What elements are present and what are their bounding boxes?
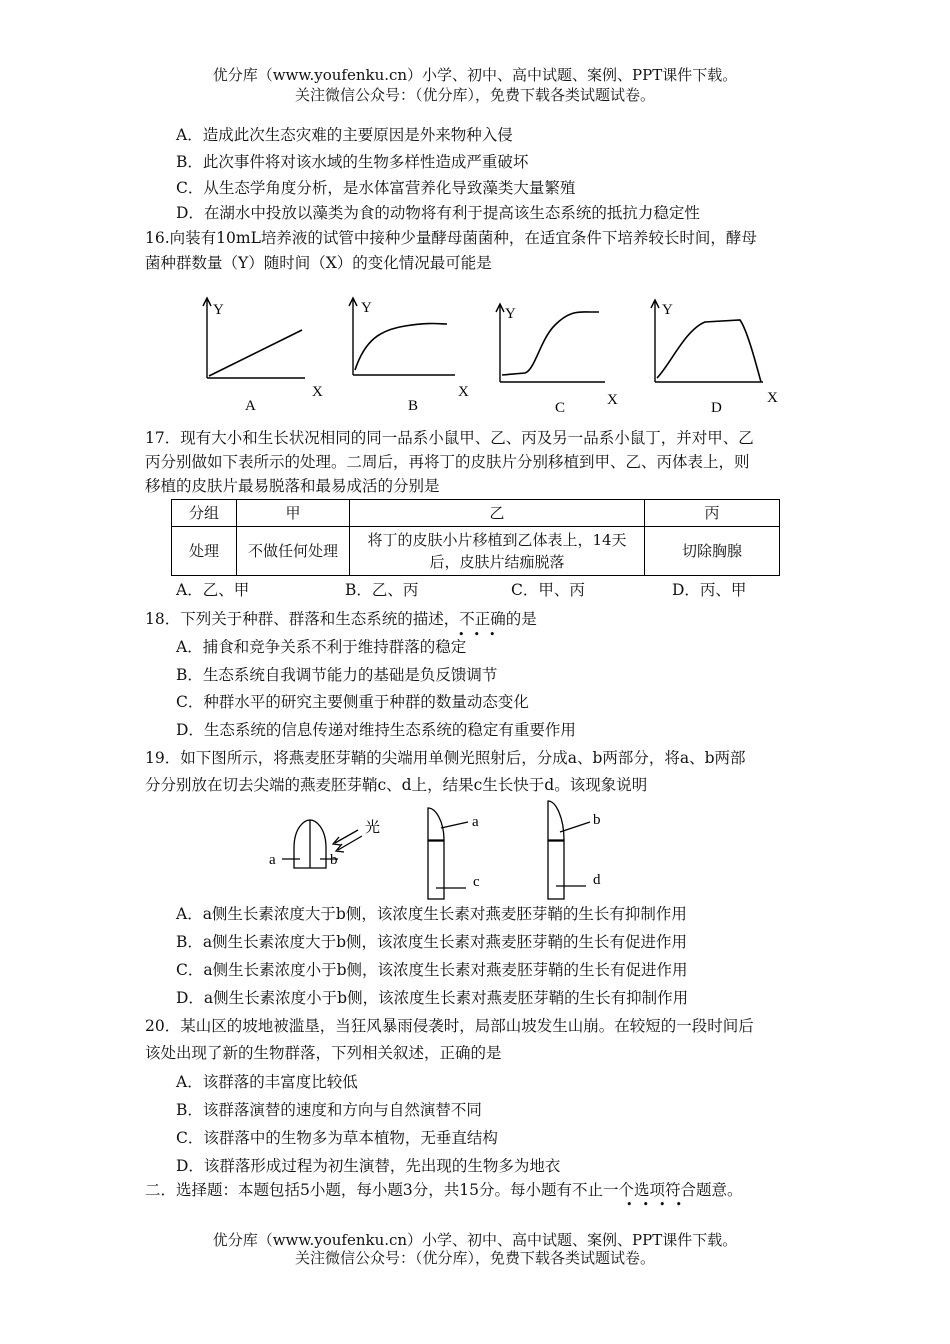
q20-option-d: D．该群落形成过程为初生演替，先出现的生物多为地衣	[176, 1157, 561, 1175]
q15-option-c: C．从生态学角度分析，是水体富营养化导致藻类大量繁殖	[176, 179, 576, 197]
graph-d-x-label: X	[767, 390, 778, 406]
table-row-label: 处理	[172, 527, 237, 576]
q18-option-a: A．捕食和竞争关系不利于维持群落的稳定	[176, 638, 467, 656]
light-label: 光	[365, 818, 381, 836]
q20-option-a: A．该群落的丰富度比较低	[176, 1073, 358, 1091]
q17-option-a: A．乙、甲	[176, 581, 250, 599]
q17-stem-line3: 移植的皮肤片最易脱落和最易成活的分别是	[145, 477, 440, 495]
q15-option-b: B．此次事件将对该水域的生物多样性造成严重破坏	[176, 153, 529, 171]
table-cell-jia: 不做任何处理	[237, 527, 350, 576]
fig-label-b: b	[593, 812, 601, 828]
q18-stem-em-text: 不正确	[459, 610, 506, 628]
fig-label-d: d	[593, 872, 601, 888]
q18-stem-post: 的是	[505, 610, 537, 628]
section2-post: 选项符合题意。	[633, 1181, 743, 1199]
table-cell-bing: 切除胸腺	[645, 527, 780, 576]
q19-option-a: A．a侧生长素浓度大于b侧，该浓度生长素对燕麦胚芽鞘的生长有抑制作用	[176, 905, 687, 923]
table-header-bing: 丙	[645, 500, 780, 527]
q20-stem-line2: 该处出现了新的生物群落，下列相关叙述，正确的是	[145, 1044, 502, 1062]
graph-b-label: B	[408, 398, 419, 414]
q18-stem-pre: 18．下列关于种群、群落和生态系统的描述，	[145, 610, 460, 628]
q20-option-c: C．该群落中的生物多为草本植物，无垂直结构	[176, 1129, 498, 1147]
q17-table	[171, 499, 780, 576]
page-header-line2: 关注微信公众号：（优分库），免费下载各类试题试卷。	[294, 86, 655, 104]
q20-option-b: B．该群落演替的速度和方向与自然演替不同	[176, 1101, 482, 1119]
table-cell-yi	[350, 527, 645, 576]
graph-d-y-label: Y	[662, 302, 673, 318]
graph-d-label: D	[711, 400, 722, 416]
q19-option-d: D．a侧生长素浓度小于b侧，该浓度生长素对燕麦胚芽鞘的生长有抑制作用	[176, 989, 689, 1007]
q15-option-d: D．在湖水中投放以藻类为食的动物将有利于提高该生态系统的抵抗力稳定性	[176, 204, 700, 222]
table-header-jia: 甲	[237, 500, 350, 527]
q18-option-b: B．生态系统自我调节能力的基础是负反馈调节	[176, 666, 498, 684]
graph-c-y-label: Y	[505, 306, 516, 322]
table-row	[172, 527, 780, 576]
q16-graphs	[195, 290, 795, 420]
graph-c-x-label: X	[607, 392, 618, 408]
q16-stem-line2: 菌种群数量（Y）随时间（X）的变化情况最可能是	[145, 254, 492, 272]
q20-stem-line1: 20．某山区的坡地被滥垦，当狂风暴雨侵袭时，局部山坡发生山崩。在较短的一段时间后	[145, 1017, 754, 1035]
fig-label-a: a	[472, 814, 479, 830]
graph-b-x-label: X	[458, 384, 469, 400]
section2-emphasis: 不止一个	[571, 1181, 634, 1199]
table-header-row	[172, 500, 780, 527]
q19-stem-line1: 19．如下图所示，将燕麦胚芽鞘的尖端用单侧光照射后，分成a、b两部分，将a、b两部	[145, 749, 746, 767]
graph-a-x-label: X	[312, 384, 323, 400]
q17-stem-line1: 17．现有大小和生长状况相同的同一品系小鼠甲、乙、丙及另一品系小鼠丁，并对甲、乙	[145, 429, 754, 447]
fig-label-b-left: b	[330, 852, 338, 868]
q19-option-b: B．a侧生长素浓度大于b侧，该浓度生长素对燕麦胚芽鞘的生长有促进作用	[176, 933, 688, 951]
fig-label-a-left: a	[269, 852, 276, 868]
page-header-line1: 优分库（www.youfenku.cn）小学、初中、高中试题、案例、PPT课件下载。	[212, 66, 738, 84]
q19-stem-line2: 分分别放在切去尖端的燕麦胚芽鞘c、d上，结果c生长快于d。该现象说明	[145, 776, 648, 794]
q19-option-c: C．a侧生长素浓度小于b侧，该浓度生长素对燕麦胚芽鞘的生长有促进作用	[176, 961, 688, 979]
page-footer-line2: 关注微信公众号：（优分库），免费下载各类试题试卷。	[294, 1249, 655, 1267]
q17-stem-line2: 丙分别做如下表所示的处理。二周后，再将丁的皮肤片分别移植到甲、乙、丙体表上，则	[145, 453, 750, 471]
q17-option-b: B．乙、丙	[345, 581, 419, 599]
table-header-yi: 乙	[350, 500, 645, 527]
q17-option-d: D．丙、甲	[672, 581, 747, 599]
q18-option-c: C．种群水平的研究主要侧重于种群的数量动态变化	[176, 693, 529, 711]
table-header-group: 分组	[172, 500, 237, 527]
graph-a-y-label: Y	[213, 302, 224, 318]
graph-c-label: C	[555, 400, 566, 416]
graph-a-label: A	[245, 398, 256, 414]
table-cell-yi-line1: 将丁的皮肤小片移植到乙体表上，14天	[367, 531, 627, 549]
q18-option-d: D．生态系统的信息传递对维持生态系统的稳定有重要作用	[176, 721, 576, 739]
page-footer-line1: 优分库（www.youfenku.cn）小学、初中、高中试题、案例、PPT课件下载。	[212, 1231, 738, 1249]
section2-emphasis-dots: ••••	[626, 1198, 692, 1211]
fig-label-c: c	[473, 874, 480, 890]
graph-b-y-label: Y	[361, 300, 372, 316]
q16-stem-line1: 16.向装有10mL培养液的试管中接种少量酵母菌菌种，在适宜条件下培养较长时间，酵母	[145, 229, 757, 247]
table-cell-yi-line2: 后，皮肤片结痂脱落	[429, 553, 565, 571]
q19-figure	[260, 798, 620, 903]
q17-option-c: C．甲、丙	[511, 581, 585, 599]
q18-emphasis-dots: •••	[458, 628, 505, 641]
section2-pre: 二．选择题：本题包括5小题，每小题3分，共15分。每小题有	[145, 1181, 572, 1199]
q15-option-a: A．造成此次生态灾难的主要原因是外来物种入侵	[176, 126, 513, 144]
